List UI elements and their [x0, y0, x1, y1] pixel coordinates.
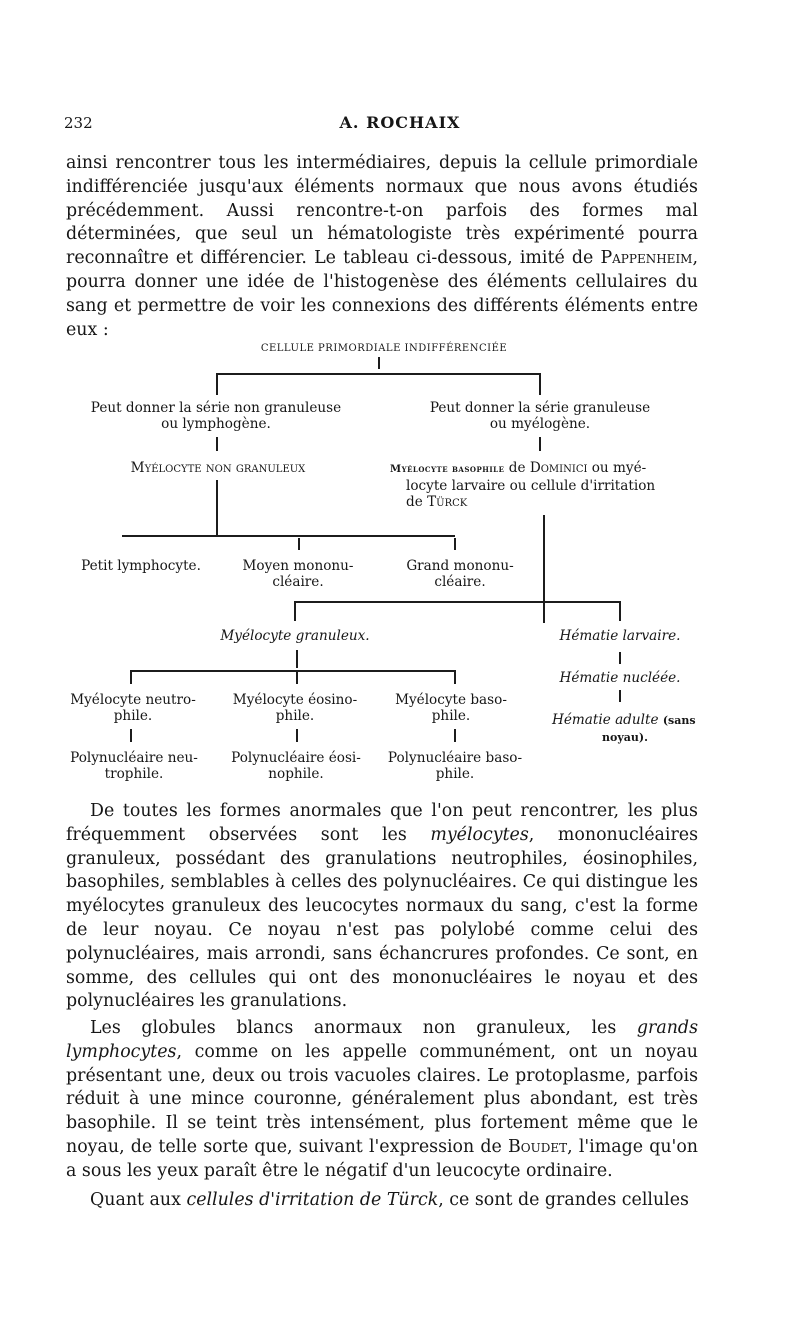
moyen-mononucleaire: Moyen mononu- cléaire. — [242, 558, 354, 590]
connector — [454, 670, 456, 684]
paragraph-myelocytes: De toutes les formes anormales que l'on peut rencontrer, les plus fréquemment observées sont les myélocytes, mononucléaires granuleux, possédant des granulations neutrophiles, éosinophiles, basophiles, semblables à celles des polynucléaires. Ce qui distingue les myélocytes granuleux des leucocytes normaux du sang, c'est la forme de leur noyau. Ce noyau n'est pas polylobé comme celui des polynucléaires, mais arrondi, sans échancrures profondes. Ce sont, en somme, des cellules qui ont des mononucléaires le noyau et des polynucléaires les granulations. — [66, 801, 698, 1012]
connector — [130, 670, 454, 672]
connector — [454, 729, 456, 742]
paragraph-grands-lymphocytes: Les globules blancs anormaux non granuleux, les grands lymphocytes, comme on les appelle communément, ont un noyau présentant une, deux ou trois vacuoles claires. Le protoplasme, parfois réduit à une mince couronne, généralement plus abondant, est très basophile. Il se teint très intensément, plus fortement même que le noyau, de telle sorte que, suivant l'expression de Boudet, l'image qu'on a sous les yeux paraît être le négatif d'un leucocyte ordinaire. — [66, 1018, 698, 1181]
myelocyte-eosinophile: Myélocyte éosino- phile. — [232, 692, 358, 724]
hematie-larvaire: Hématie larvaire. — [559, 628, 681, 644]
connector — [298, 538, 300, 550]
connector — [619, 652, 621, 664]
connector — [619, 690, 621, 702]
connector — [294, 601, 296, 621]
myelocyte-non-granuleux: Myélocyte non granuleux — [130, 460, 306, 476]
hematie-adulte: Hématie adulte (sans — [552, 712, 696, 728]
connector — [454, 538, 456, 550]
petit-lymphocyte: Petit lymphocyte. — [81, 558, 201, 574]
myelocyte-neutrophile: Myélocyte neutro- phile. — [70, 692, 196, 724]
grand-mononucleaire: Grand mononu- cléaire. — [406, 558, 514, 590]
connector — [539, 373, 541, 395]
polynucleaire-basophile: Polynucléaire baso- phile. — [387, 750, 523, 782]
connector — [378, 357, 380, 369]
connector — [216, 480, 218, 536]
myelocyte-basophile: Myélocyte baso- phile. — [395, 692, 507, 724]
connector — [130, 729, 132, 742]
paragraph-turck: Quant aux cellules d'irritation de Türck, ce sont de grandes cellules — [90, 1190, 689, 1210]
myelocyte-basophile-dominici: Myélocyte basophile de Dominici ou myé- locyte larvaire ou cellule d'irritation de Türck — [390, 460, 656, 510]
right-branch: Peut donner la série granuleuse ou myélogène. — [429, 400, 651, 432]
polynucleaire-neutrophile: Polynucléaire neu- trophile. — [70, 750, 198, 782]
diagram-root: CELLULE PRIMORDIALE INDIFFÉRENCIÉE — [260, 343, 508, 354]
connector — [296, 729, 298, 742]
author-pappenheim: Pappenheim — [600, 248, 693, 269]
connector — [539, 437, 541, 451]
connector — [294, 601, 620, 603]
connector — [296, 650, 298, 668]
polynucleaire-eosinophile: Polynucléaire éosi- nophile. — [231, 750, 361, 782]
connector — [619, 601, 621, 621]
connector — [216, 437, 218, 451]
hematie-nucleee: Hématie nucléée. — [559, 670, 681, 686]
running-title: A. ROCHAIX — [339, 113, 461, 132]
connector — [122, 535, 455, 537]
page-number: 232 — [64, 114, 93, 132]
connector — [216, 373, 218, 395]
connector — [130, 670, 132, 684]
sans-noyau: noyau). — [602, 731, 648, 744]
left-branch: Peut donner la série non granuleuse ou lymphogène. — [90, 400, 342, 432]
connector — [543, 515, 545, 623]
connector — [296, 670, 298, 684]
connector — [216, 373, 540, 375]
paragraph-intro: ainsi rencontrer tous les intermédiaires, depuis la cellule primordiale indifférenciée jusqu'aux éléments normaux que nous avons étudiés précédemment. Aussi rencontre-t-on parfois des formes mal déterminées, que seul un hématologiste très expérimenté pourra reconnaître et différencier. Le tableau ci-dessous, imité de Pappenheim, pourra donner une idée de l'histogenèse des éléments cellulaires du sang et permettre de voir les connexions des différents éléments entre eux : — [66, 153, 698, 340]
myelocyte-granuleux: Myélocyte granuleux. — [220, 628, 370, 644]
